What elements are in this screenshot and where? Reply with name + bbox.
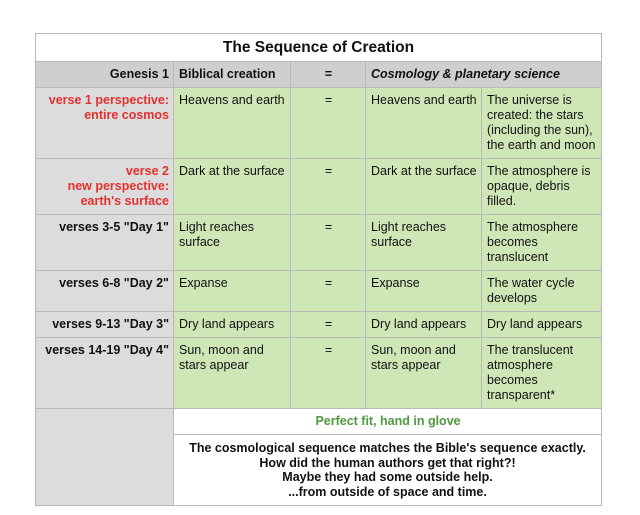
- verse-line: new perspective:: [67, 179, 169, 193]
- verse-line: verses 3-5 "Day 1": [59, 220, 169, 234]
- biblical-cell: Dry land appears: [174, 312, 291, 338]
- table-row: [36, 215, 602, 271]
- verse-line: verses 14-19 "Day 4": [45, 343, 169, 357]
- table-row: [36, 338, 602, 409]
- description-cell: The translucent atmosphere becomes transparent*: [482, 338, 602, 409]
- verse-cell: [36, 312, 174, 338]
- table-row: [36, 159, 602, 215]
- equals-cell: =: [291, 88, 366, 159]
- message-line: ...from outside of space and time.: [288, 484, 487, 499]
- table-row: [36, 271, 602, 312]
- cosmo-cell: Dark at the surface: [366, 159, 482, 215]
- verse-cell: [36, 271, 174, 312]
- equals-cell: =: [291, 312, 366, 338]
- message-line: The cosmological sequence matches the Bible's sequence exactly.: [189, 441, 586, 455]
- header-row: [36, 62, 602, 88]
- fit-row: [36, 409, 602, 435]
- cosmo-cell: Expanse: [366, 271, 482, 312]
- message-line: Maybe they had some outside help.: [282, 470, 493, 484]
- title-row: [36, 34, 602, 62]
- header-cosmology: Cosmology & planetary science: [366, 62, 602, 88]
- verse-cell: [36, 215, 174, 271]
- verse-line: entire cosmos: [84, 108, 169, 122]
- blank-cell: [36, 409, 174, 506]
- fit-caption: Perfect fit, hand in glove: [174, 409, 602, 435]
- equals-cell: =: [291, 159, 366, 215]
- conclusion-message: [174, 435, 602, 506]
- message-line: How did the human authors get that right?!: [259, 455, 516, 470]
- equals-cell: =: [291, 215, 366, 271]
- description-cell: The water cycle develops: [482, 271, 602, 312]
- description-cell: The universe is created: the stars (including the sun), the earth and moon: [482, 88, 602, 159]
- creation-table: [35, 33, 602, 506]
- description-cell: The atmosphere becomes translucent: [482, 215, 602, 271]
- description-cell: Dry land appears: [482, 312, 602, 338]
- biblical-cell: Dark at the surface: [174, 159, 291, 215]
- verse-line: verses 9-13 "Day 3": [52, 317, 169, 331]
- table-row: [36, 312, 602, 338]
- verse-cell: [36, 338, 174, 409]
- description-cell: The atmosphere is opaque, debris filled.: [482, 159, 602, 215]
- biblical-cell: Sun, moon and stars appear: [174, 338, 291, 409]
- biblical-cell: Expanse: [174, 271, 291, 312]
- verse-line: verses 6-8 "Day 2": [59, 276, 169, 290]
- verse-cell: [36, 159, 174, 215]
- table-row: [36, 88, 602, 159]
- verse-cell: [36, 88, 174, 159]
- biblical-cell: Light reaches surface: [174, 215, 291, 271]
- table-title: The Sequence of Creation: [36, 34, 602, 62]
- cosmo-cell: Dry land appears: [366, 312, 482, 338]
- header-equals: =: [291, 62, 366, 88]
- verse-line: verse 2: [125, 164, 169, 178]
- cosmo-cell: Heavens and earth: [366, 88, 482, 159]
- header-genesis: Genesis 1: [36, 62, 174, 88]
- header-biblical: Biblical creation: [174, 62, 291, 88]
- cosmo-cell: Sun, moon and stars appear: [366, 338, 482, 409]
- biblical-cell: Heavens and earth: [174, 88, 291, 159]
- equals-cell: =: [291, 271, 366, 312]
- verse-line: verse 1 perspective:: [48, 93, 169, 107]
- cosmo-cell: Light reaches surface: [366, 215, 482, 271]
- verse-line: earth's surface: [80, 194, 169, 208]
- equals-cell: =: [291, 338, 366, 409]
